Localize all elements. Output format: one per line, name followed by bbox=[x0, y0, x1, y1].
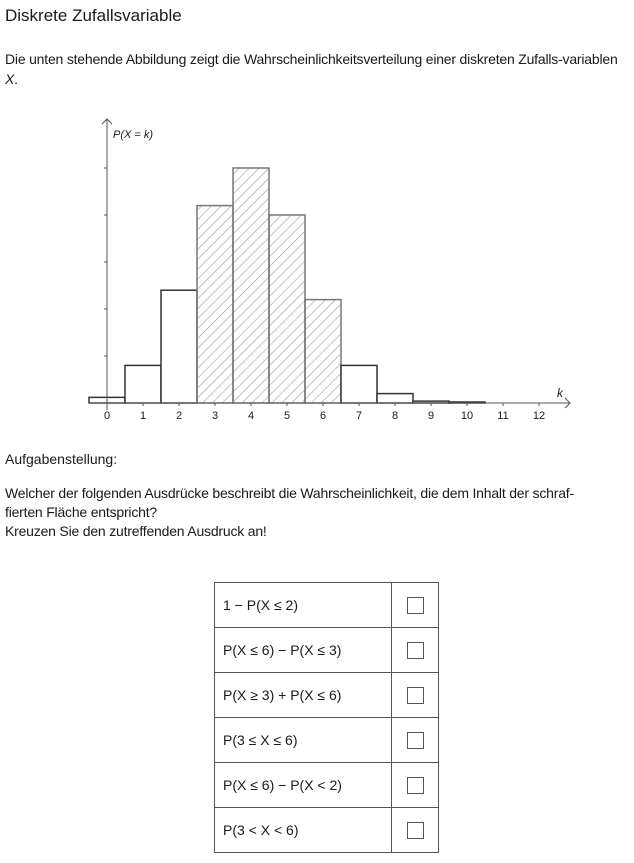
option-row bbox=[215, 583, 439, 628]
instruction: Kreuzen Sie den zutreffenden Ausdruck an! bbox=[5, 523, 267, 539]
x-tick-label: 4 bbox=[247, 410, 255, 422]
option-expression: P(X ≤ 6) − P(X ≤ 3) bbox=[215, 628, 392, 673]
intro-text-before: Die unten stehende Abbildung zeigt die Wahrscheinlichkeitsverteilung einer diskreten Zufalls-variablen bbox=[5, 51, 618, 67]
option-row bbox=[215, 628, 439, 673]
probability-distribution-chart bbox=[0, 110, 634, 440]
x-tick-label: 2 bbox=[175, 410, 183, 422]
x-tick-label: 6 bbox=[319, 410, 327, 422]
option-checkbox[interactable] bbox=[407, 822, 424, 839]
x-tick-label: 8 bbox=[391, 410, 399, 422]
y-axis-label: P(X = k) bbox=[113, 129, 154, 141]
task-question bbox=[5, 484, 633, 541]
bar-k-2 bbox=[161, 290, 197, 403]
options-table bbox=[214, 582, 439, 853]
option-row bbox=[215, 673, 439, 718]
bar-k-7 bbox=[341, 365, 377, 403]
option-checkbox-cell[interactable] bbox=[392, 628, 439, 673]
question-line-2: fierten Fläche entspricht? bbox=[5, 504, 157, 520]
option-checkbox-cell[interactable] bbox=[392, 583, 439, 628]
bar-hatched-k-6 bbox=[305, 300, 341, 403]
question-line-1: Welcher der folgenden Ausdrücke beschreibt die Wahrscheinlichkeit, die dem Inhalt der schraf- bbox=[5, 485, 574, 501]
x-tick-label: 12 bbox=[532, 410, 546, 422]
x-tick-label: 11 bbox=[497, 410, 509, 422]
option-checkbox[interactable] bbox=[407, 597, 424, 614]
option-expression: P(3 ≤ X ≤ 6) bbox=[215, 718, 392, 763]
option-row bbox=[215, 718, 439, 763]
bar-k-8 bbox=[377, 394, 413, 403]
option-expression: P(X ≤ 6) − P(X < 2) bbox=[215, 763, 392, 808]
option-checkbox[interactable] bbox=[407, 642, 424, 659]
option-checkbox-cell[interactable] bbox=[392, 718, 439, 763]
bars-group bbox=[89, 168, 485, 403]
x-tick-label: 0 bbox=[103, 410, 111, 422]
task-heading: Aufgabenstellung: bbox=[5, 451, 118, 467]
option-expression: 1 − P(X ≤ 2) bbox=[215, 583, 392, 628]
x-tick-label: 5 bbox=[283, 410, 291, 422]
option-checkbox-cell[interactable] bbox=[392, 808, 439, 853]
bar-hatched-k-3 bbox=[197, 206, 233, 403]
option-checkbox-cell[interactable] bbox=[392, 763, 439, 808]
option-checkbox[interactable] bbox=[407, 732, 424, 749]
x-ticks-group bbox=[104, 403, 545, 422]
x-tick-label: 1 bbox=[139, 410, 147, 422]
bar-hatched-k-4 bbox=[233, 168, 269, 403]
intro-text-after: . bbox=[14, 71, 18, 87]
option-row bbox=[215, 763, 439, 808]
option-expression: P(X ≥ 3) + P(X ≤ 6) bbox=[215, 673, 392, 718]
x-tick-label: 10 bbox=[460, 410, 474, 422]
x-axis-label: k bbox=[557, 386, 563, 400]
bar-hatched-k-5 bbox=[269, 215, 305, 403]
option-row bbox=[215, 808, 439, 853]
x-tick-label: 9 bbox=[427, 410, 435, 422]
option-expression: P(3 < X < 6) bbox=[215, 808, 392, 853]
x-tick-label: 7 bbox=[355, 410, 363, 422]
x-tick-label: 3 bbox=[211, 410, 219, 422]
intro-text bbox=[5, 49, 630, 89]
page-title: Diskrete Zufallsvariable bbox=[5, 6, 182, 25]
intro-variable: X bbox=[5, 71, 15, 87]
option-checkbox[interactable] bbox=[407, 777, 424, 794]
option-checkbox[interactable] bbox=[407, 687, 424, 704]
bar-k-1 bbox=[125, 365, 161, 403]
option-checkbox-cell[interactable] bbox=[392, 673, 439, 718]
